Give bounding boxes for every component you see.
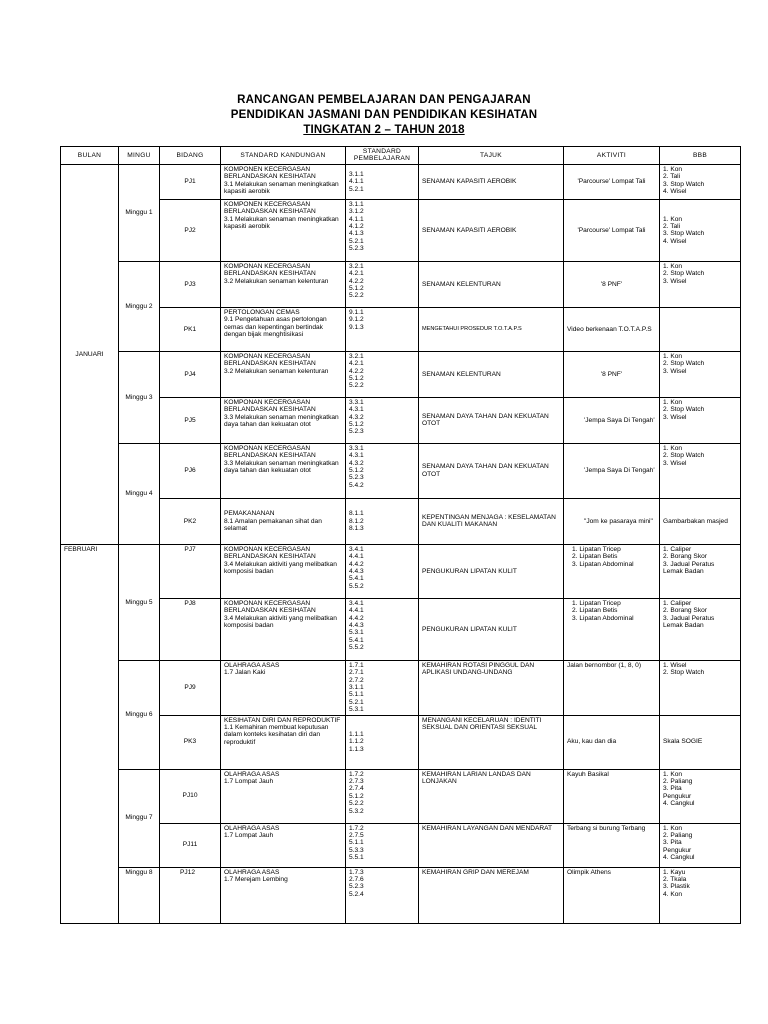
- aktiviti-cell: Video berkenaan T.O.T.A.P.S: [564, 307, 660, 351]
- tajuk-cell: SENAMAN DAYA TAHAN DAN KEKUATAN OTOT: [419, 397, 564, 443]
- bidang-cell: PJ5: [160, 397, 221, 443]
- standard-pembelajaran-cell: 3.4.1 4.4.1 4.4.2 4.4.3 5.3.1 5.4.1 5.5.2: [346, 598, 419, 660]
- standard-pembelajaran-cell: 9.1.1 9.1.2 9.1.3: [346, 307, 419, 351]
- tajuk-cell: PENGUKURAN LIPATAN KULIT: [419, 598, 564, 660]
- standard-pembelajaran-cell: 3.2.1 4.2.1 4.2.2 5.1.2 5.2.2: [346, 261, 419, 307]
- bidang-cell: PJ2: [160, 199, 221, 261]
- table-row: [61, 261, 741, 307]
- aktiviti-cell: 1. Lipatan Tricep 2. Lipatan Betis 3. Lipatan Abdominal: [564, 544, 660, 598]
- minggu-cell: Minggu 6: [119, 660, 160, 769]
- table-row: [61, 498, 741, 544]
- tajuk-cell: KEMAHIRAN ROTASI PINGGUL DAN APLIKASI UNDANG-UNDANG: [419, 660, 564, 715]
- bbb-cell: Gambarbakan masjed: [660, 498, 741, 544]
- standard-kandungan-cell: KOMPONAN KECERGASAN BERLANDASKAN KESIHATAN 3.2 Melakukan senaman kelenturan: [221, 351, 346, 397]
- standard-pembelajaran-cell: 3.4.1 4.4.1 4.4.2 4.4.3 5.4.1 5.5.2: [346, 544, 419, 598]
- header-bbb: BBB: [660, 147, 741, 165]
- minggu-cell: Minggu 7: [119, 769, 160, 867]
- standard-pembelajaran-cell: 1.7.3 2.7.6 5.2.3 5.2.4: [346, 867, 419, 923]
- aktiviti-cell: Olimpik Athens: [564, 867, 660, 923]
- standard-pembelajaran-cell: 3.3.1 4.3.1 4.3.2 5.1.2 5.2.3 5.4.2: [346, 443, 419, 498]
- aktiviti-cell: 'Jempa Saya Di Tengah': [564, 443, 660, 498]
- title-line-1: RANCANGAN PEMBELAJARAN DAN PENGAJARAN: [237, 94, 531, 106]
- table-row: [61, 769, 741, 823]
- title-line-3: TINGKATAN 2 – TAHUN 2018: [303, 124, 465, 136]
- title-line-2: PENDIDIKAN JASMANI DAN PENDIDIKAN KESIHATAN: [230, 109, 538, 121]
- standard-kandungan-cell: KOMPONEN KECERGASAN BERLANDASKAN KESIHATAN 3.1 Melakukan senaman meningkatkan kapasiti aerobik: [221, 199, 346, 261]
- bulan-cell-februari: FEBRUARI: [61, 544, 119, 923]
- minggu-cell: Minggu 1: [119, 164, 160, 261]
- standard-pembelajaran-cell: 3.1.1 3.1.2 4.1.1 4.1.2 4.1.3 5.2.1 5.2.3: [346, 199, 419, 261]
- tajuk-cell: KEPENTINGAN MENJAGA : KESELAMATAN DAN KUALITI MAKANAN: [419, 498, 564, 544]
- bidang-cell: PJ1: [160, 164, 221, 199]
- standard-kandungan-cell: OLAHRAGA ASAS 1.7 Merejam Lembing: [221, 867, 346, 923]
- standard-kandungan-cell: OLAHRAGA ASAS 1.7 Jalan Kaki: [221, 660, 346, 715]
- aktiviti-cell: '8 PNF': [564, 261, 660, 307]
- table-row: [61, 443, 741, 498]
- bulan-cell-januari: JANUARI: [61, 164, 119, 544]
- bbb-cell: 1. Wisel 2. Stop Watch: [660, 660, 741, 715]
- minggu-cell: Minggu 5: [119, 544, 160, 660]
- tajuk-cell: KEMAHIRAN LARIAN LANDAS DAN LONJAKAN: [419, 769, 564, 823]
- bidang-cell: PJ9: [160, 660, 221, 715]
- aktiviti-cell: 'Parcourse' Lompat Tali: [564, 164, 660, 199]
- aktiviti-cell: 'Parcourse' Lompat Tali: [564, 199, 660, 261]
- table-row: [61, 199, 741, 261]
- standard-kandungan-cell: OLAHRAGA ASAS 1.7 Lompat Jauh: [221, 823, 346, 867]
- minggu-cell: Minggu 4: [119, 443, 160, 544]
- table-row: [61, 307, 741, 351]
- table-row: [61, 867, 741, 923]
- bbb-cell: 1. Kayu 2. Tkala 3. Plastik 4. Kon: [660, 867, 741, 923]
- bbb-cell: 1. Kon 2. Stop Watch 3. Wisel: [660, 261, 741, 307]
- bidang-cell: PK1: [160, 307, 221, 351]
- standard-kandungan-cell: KESIHATAN DIRI DAN REPRODUKTIF 1.1 Kemahiran membuat keputusan dalam konteks kesihatan diri dan reproduktif: [221, 715, 346, 769]
- bidang-cell: PK3: [160, 715, 221, 769]
- bbb-cell: 1. Caliper 2. Borang Skor 3. Jadual Peratus Lemak Badan: [660, 598, 741, 660]
- bbb-cell: [660, 307, 741, 351]
- tajuk-cell: MENANGANI KECELARUAN : IDENTITI SEKSUAL DAN ORIENTASI SEKSUAL: [419, 715, 564, 769]
- bbb-cell: 1. Kon 2. Paliang 3. Pita Pengukur 4. Cangkul: [660, 823, 741, 867]
- table-row: [61, 598, 741, 660]
- table-row: [61, 164, 741, 199]
- document-title-block: [0, 93, 768, 138]
- table-row: [61, 823, 741, 867]
- header-standard-kandungan: STANDARD KANDUNGAN: [221, 147, 346, 165]
- bbb-cell: 1. Caliper 2. Borang Skor 3. Jadual Peratus Lemak Badan: [660, 544, 741, 598]
- table-row: [61, 544, 741, 598]
- standard-kandungan-cell: OLAHRAGA ASAS 1.7 Lompat Jauh: [221, 769, 346, 823]
- tajuk-cell: KEMAHIRAN LAYANGAN DAN MENDARAT: [419, 823, 564, 867]
- bidang-cell: PJ12: [160, 867, 221, 923]
- tajuk-cell: MENGETAHUI PROSEDUR T.O.T.A.P.S: [419, 307, 564, 351]
- aktiviti-cell: Jalan bernombor (1, 8, 0): [564, 660, 660, 715]
- header-tajuk: TAJUK: [419, 147, 564, 165]
- header-bidang: BIDANG: [160, 147, 221, 165]
- header-minggu: MINGU: [119, 147, 160, 165]
- bidang-cell: PJ7: [160, 544, 221, 598]
- standard-pembelajaran-cell: 8.1.1 8.1.2 8.1.3: [346, 498, 419, 544]
- minggu-cell: Minggu 8: [119, 867, 160, 923]
- bidang-cell: PJ10: [160, 769, 221, 823]
- header-standard-pembelajaran: STANDARD PEMBELAJARAN: [346, 147, 419, 165]
- lesson-plan-table: [60, 146, 741, 924]
- tajuk-cell: KEMAHIRAN GRIP DAN MEREJAM: [419, 867, 564, 923]
- table-row: [61, 715, 741, 769]
- bbb-cell: 1. Kon 2. Tali 3. Stop Watch 4. Wisel: [660, 199, 741, 261]
- standard-kandungan-cell: KOMPONAN KECERGASAN BERLANDASKAN KESIHATAN 3.4 Melakukan aktiviti yang melibatkan komposisi badan: [221, 544, 346, 598]
- aktiviti-cell: 'Jempa Saya Di Tengah': [564, 397, 660, 443]
- standard-kandungan-cell: KOMPONAN KECERGASAN BERLANDASKAN KESIHATAN 3.3 Melakukan senaman meningkatkan daya tahan dan kekuatan otot: [221, 443, 346, 498]
- aktiviti-cell: Aku, kau dan dia: [564, 715, 660, 769]
- bbb-cell: 1. Kon 2. Stop Watch 3. Wisel: [660, 397, 741, 443]
- standard-pembelajaran-cell: 1.1.1 1.1.2 1.1.3: [346, 715, 419, 769]
- aktiviti-cell: "Jom ke pasaraya mini": [564, 498, 660, 544]
- bidang-cell: PJ11: [160, 823, 221, 867]
- standard-pembelajaran-cell: 3.2.1 4.2.1 4.2.2 5.1.2 5.2.2: [346, 351, 419, 397]
- bbb-cell: 1. Kon 2. Stop Watch 3. Wisel: [660, 443, 741, 498]
- tajuk-cell: SENAMAN DAYA TAHAN DAN KEKUATAN OTOT: [419, 443, 564, 498]
- table-header-row: [61, 147, 741, 165]
- header-aktiviti: AKTIVITI: [564, 147, 660, 165]
- bidang-cell: PJ3: [160, 261, 221, 307]
- table-row: [61, 351, 741, 397]
- bidang-cell: PJ4: [160, 351, 221, 397]
- standard-pembelajaran-cell: 3.1.1 4.1.1 5.2.1: [346, 164, 419, 199]
- bidang-cell: PK2: [160, 498, 221, 544]
- standard-pembelajaran-cell: 1.7.2 2.7.5 5.1.1 5.3.3 5.5.1: [346, 823, 419, 867]
- minggu-cell: Minggu 2: [119, 261, 160, 351]
- aktiviti-cell: Terbang si burung Terbang: [564, 823, 660, 867]
- bbb-cell: 1. Kon 2. Tali 3. Stop Watch 4. Wisel: [660, 164, 741, 199]
- standard-pembelajaran-cell: 1.7.2 2.7.3 2.7.4 5.1.2 5.2.2 5.3.2: [346, 769, 419, 823]
- standard-kandungan-cell: PEMAKANANAN 8.1 Amalan pemakanan sihat dan selamat: [221, 498, 346, 544]
- standard-kandungan-cell: KOMPONEN KECERGASAN BERLANDASKAN KESIHATAN 3.1 Melakukan senaman meningkatkan kapasiti aerobik: [221, 164, 346, 199]
- bbb-cell: 1. Kon 2. Stop Watch 3. Wisel: [660, 351, 741, 397]
- table-row: [61, 660, 741, 715]
- standard-kandungan-cell: PERTOLONGAN CEMAS 9.1 Pengetahuan asas pertolongan cemas dan kepentingan bertindak dengan bijak menghtisikasi: [221, 307, 346, 351]
- tajuk-cell: SENAMAN KAPASITI AEROBIK: [419, 199, 564, 261]
- header-bulan: BULAN: [61, 147, 119, 165]
- tajuk-cell: SENAMAN KELENTURAN: [419, 351, 564, 397]
- bidang-cell: PJ6: [160, 443, 221, 498]
- bbb-cell: 1. Kon 2. Paliang 3. Pita Pengukur 4. Cangkul: [660, 769, 741, 823]
- bbb-cell: Skala SOGIE: [660, 715, 741, 769]
- tajuk-cell: SENAMAN KAPASITI AEROBIK: [419, 164, 564, 199]
- table-row: [61, 397, 741, 443]
- aktiviti-cell: '8 PNF': [564, 351, 660, 397]
- table-body: [61, 164, 741, 923]
- tajuk-cell: PENGUKURAN LIPATAN KULIT: [419, 544, 564, 598]
- bidang-cell: PJ8: [160, 598, 221, 660]
- standard-pembelajaran-cell: 3.3.1 4.3.1 4.3.2 5.1.2 5.2.3: [346, 397, 419, 443]
- standard-kandungan-cell: KOMPONAN KECERGASAN BERLANDASKAN KESIHATAN 3.2 Melakukan senaman kelenturan: [221, 261, 346, 307]
- standard-kandungan-cell: KOMPONAN KECERGASAN BERLANDASKAN KESIHATAN 3.3 Melakukan senaman meningkatkan daya tahan dan kekuatan otot: [221, 397, 346, 443]
- standard-kandungan-cell: KOMPONAN KECERGASAN BERLANDASKAN KESIHATAN 3.4 Melakukan aktiviti yang melibatkan komposisi badan: [221, 598, 346, 660]
- aktiviti-cell: 1. Lipatan Tricep 2. Lipatan Betis 3. Lipatan Abdominal: [564, 598, 660, 660]
- aktiviti-cell: Kayuh Basikal: [564, 769, 660, 823]
- tajuk-cell: SENAMAN KELENTURAN: [419, 261, 564, 307]
- minggu-cell: Minggu 3: [119, 351, 160, 443]
- standard-pembelajaran-cell: 1.7.1 2.7.1 2.7.2 3.1.1 5.1.1 5.2.1 5.3.1: [346, 660, 419, 715]
